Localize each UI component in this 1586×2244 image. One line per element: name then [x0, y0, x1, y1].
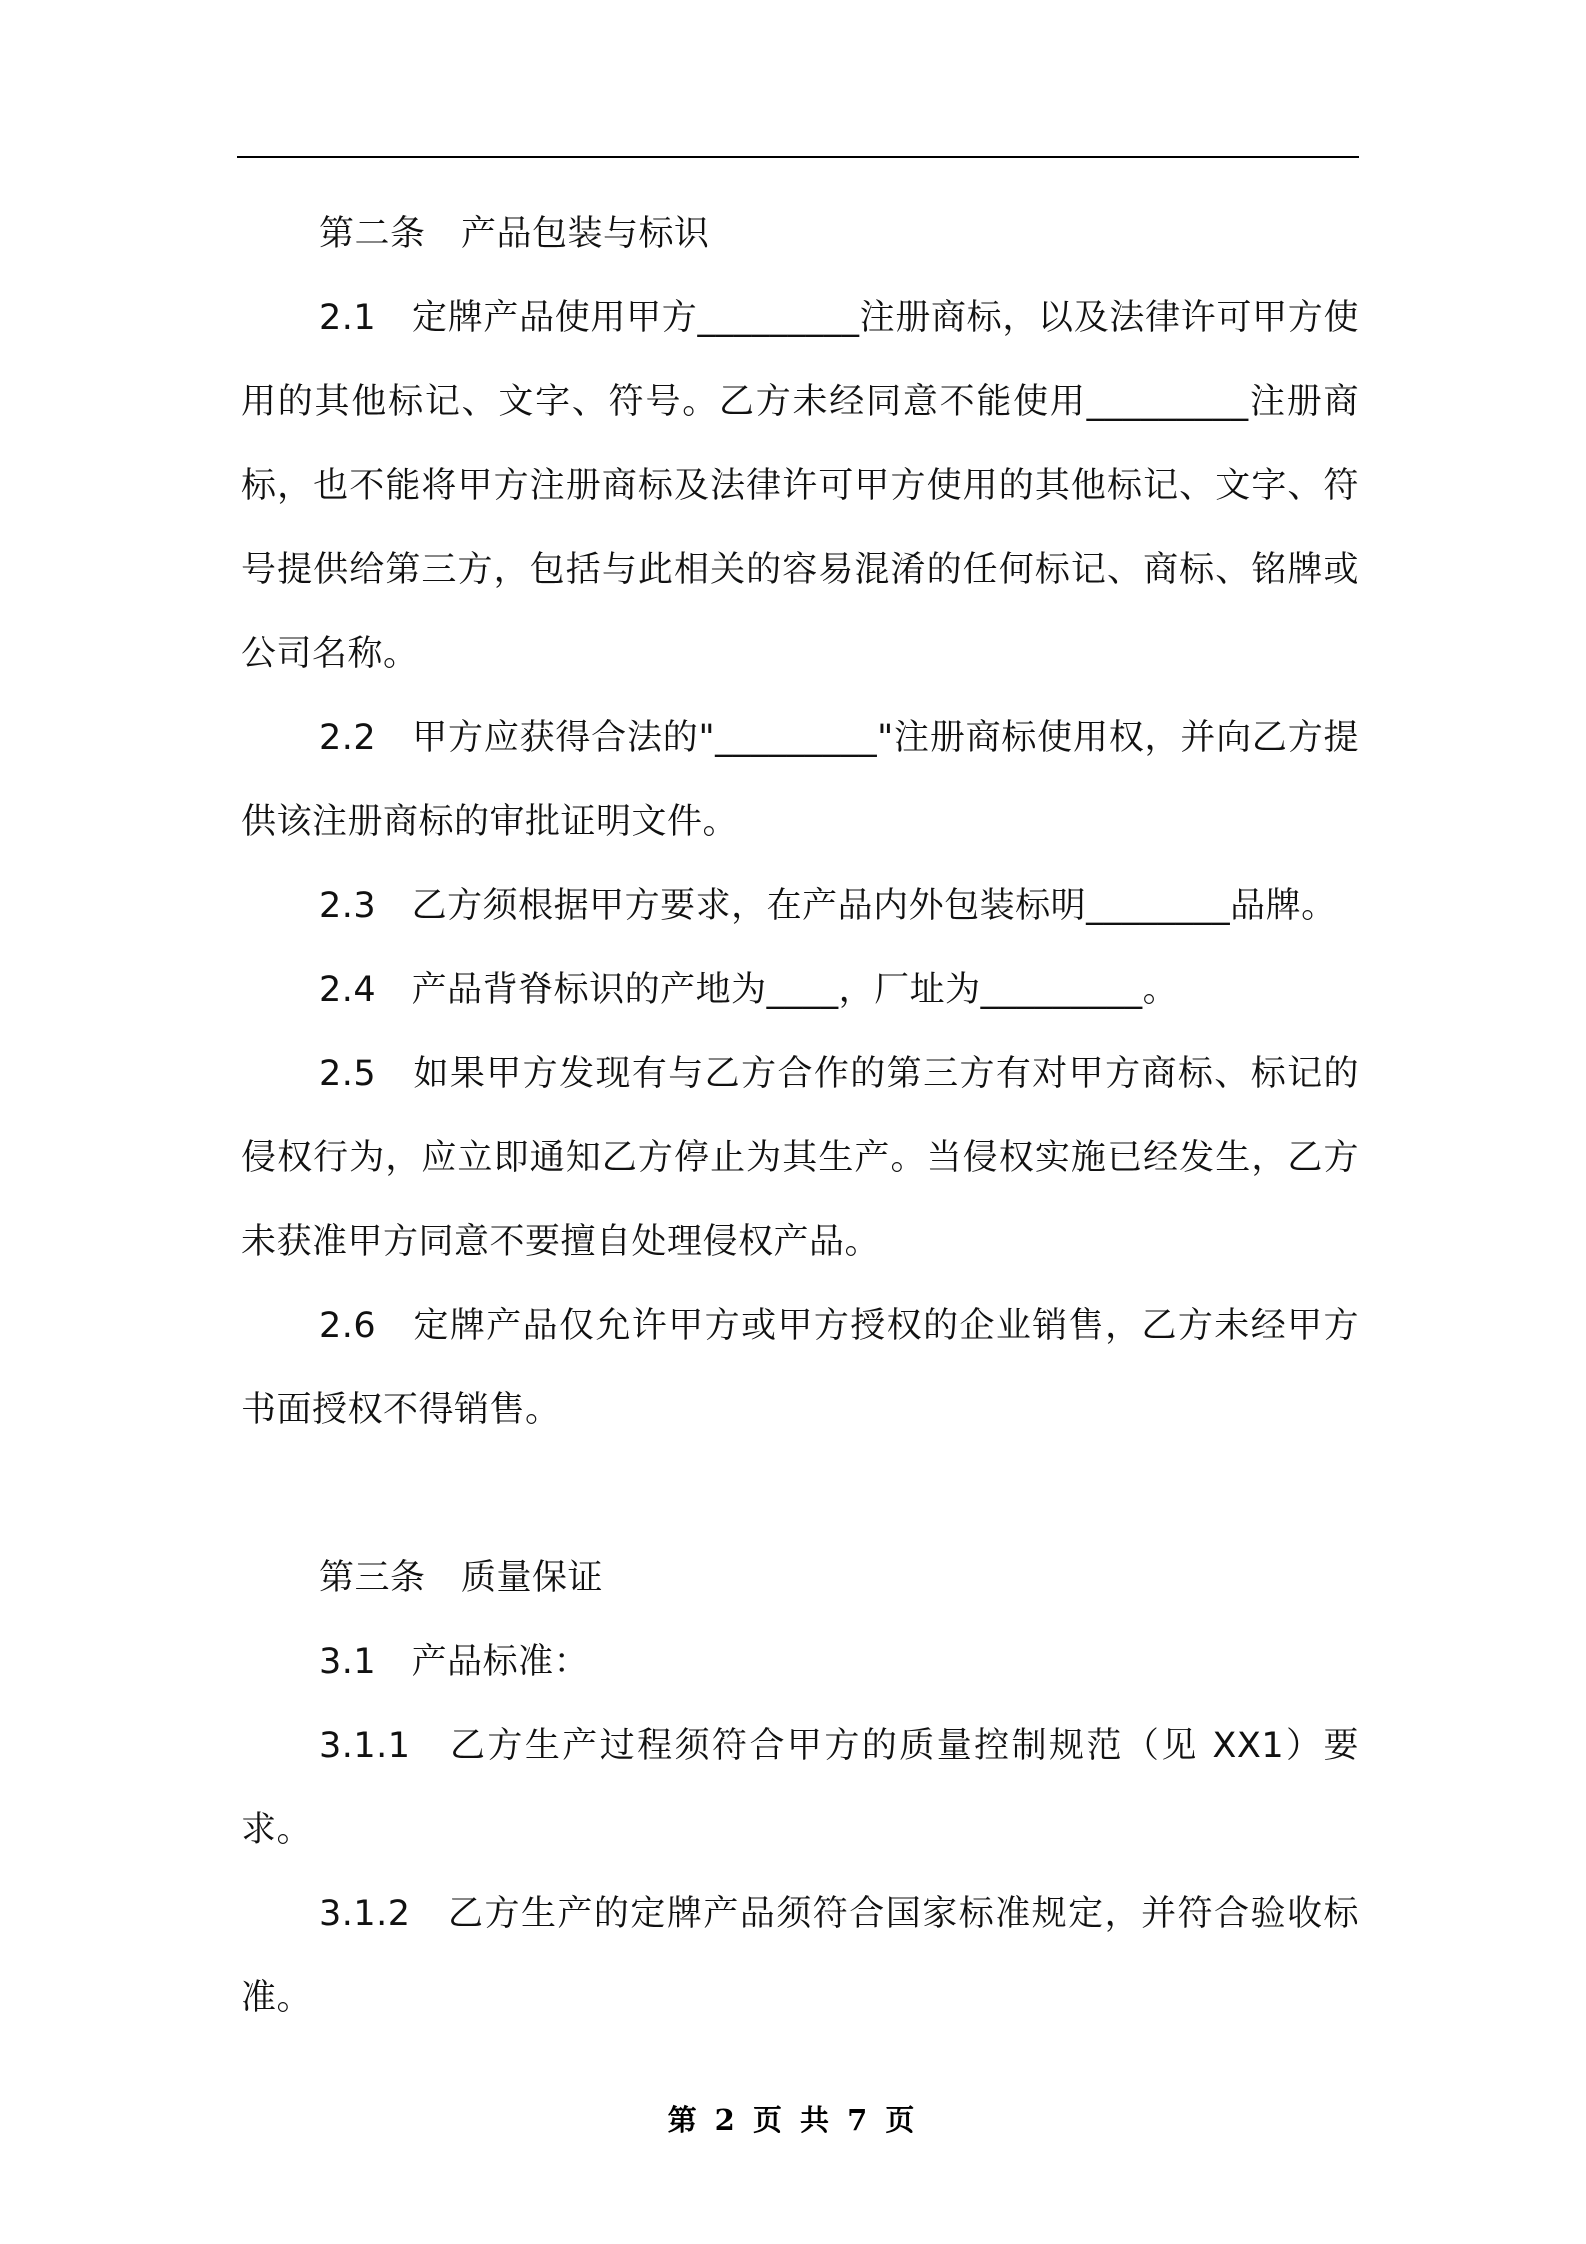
page-number: 第 2 页 共 7 页: [667, 2103, 919, 2137]
clause-3-1-2: 3.1.2 乙方生产的定牌产品须符合国家标准规定，并符合验收标准。: [241, 1894, 1359, 2018]
clause-3-1: 3.1 产品标准：: [319, 1642, 590, 1682]
clause-2-4: 2.4 产品背脊标识的产地为____，厂址为_________。: [319, 970, 1179, 1010]
article-2-heading: 第二条 产品包装与标识: [319, 214, 710, 254]
section-spacer: [241, 1452, 1359, 1536]
header-rule: [237, 156, 1359, 158]
clause-2-3: 2.3 乙方须根据甲方要求，在产品内外包装标明________品牌。: [319, 886, 1337, 926]
clause-2-2: 2.2 甲方应获得合法的"_________"注册商标使用权，并向乙方提供该注册商标的审批证明文件。: [241, 718, 1359, 842]
document-body: [241, 192, 1359, 2040]
clause-3-1-1: 3.1.1 乙方生产过程须符合甲方的质量控制规范（见 XX1）要求。: [241, 1726, 1359, 1850]
clause-2-1: 2.1 定牌产品使用甲方_________注册商标，以及法律许可甲方使用的其他标记、文字、符号。乙方未经同意不能使用_________注册商标，也不能将甲方注册商标及法律许可甲方使用的其他标记、文字、符号提供给第三方，包括与此相关的容易混淆的任何标记、商标、铭牌或公司名称。: [241, 298, 1359, 674]
clause-2-5: 2.5 如果甲方发现有与乙方合作的第三方有对甲方商标、标记的侵权行为，应立即通知乙方停止为其生产。当侵权实施已经发生，乙方未获准甲方同意不要擅自处理侵权产品。: [241, 1054, 1359, 1262]
clause-2-6: 2.6 定牌产品仅允许甲方或甲方授权的企业销售，乙方未经甲方书面授权不得销售。: [241, 1306, 1359, 1430]
article-3-heading: 第三条 质量保证: [319, 1558, 604, 1598]
